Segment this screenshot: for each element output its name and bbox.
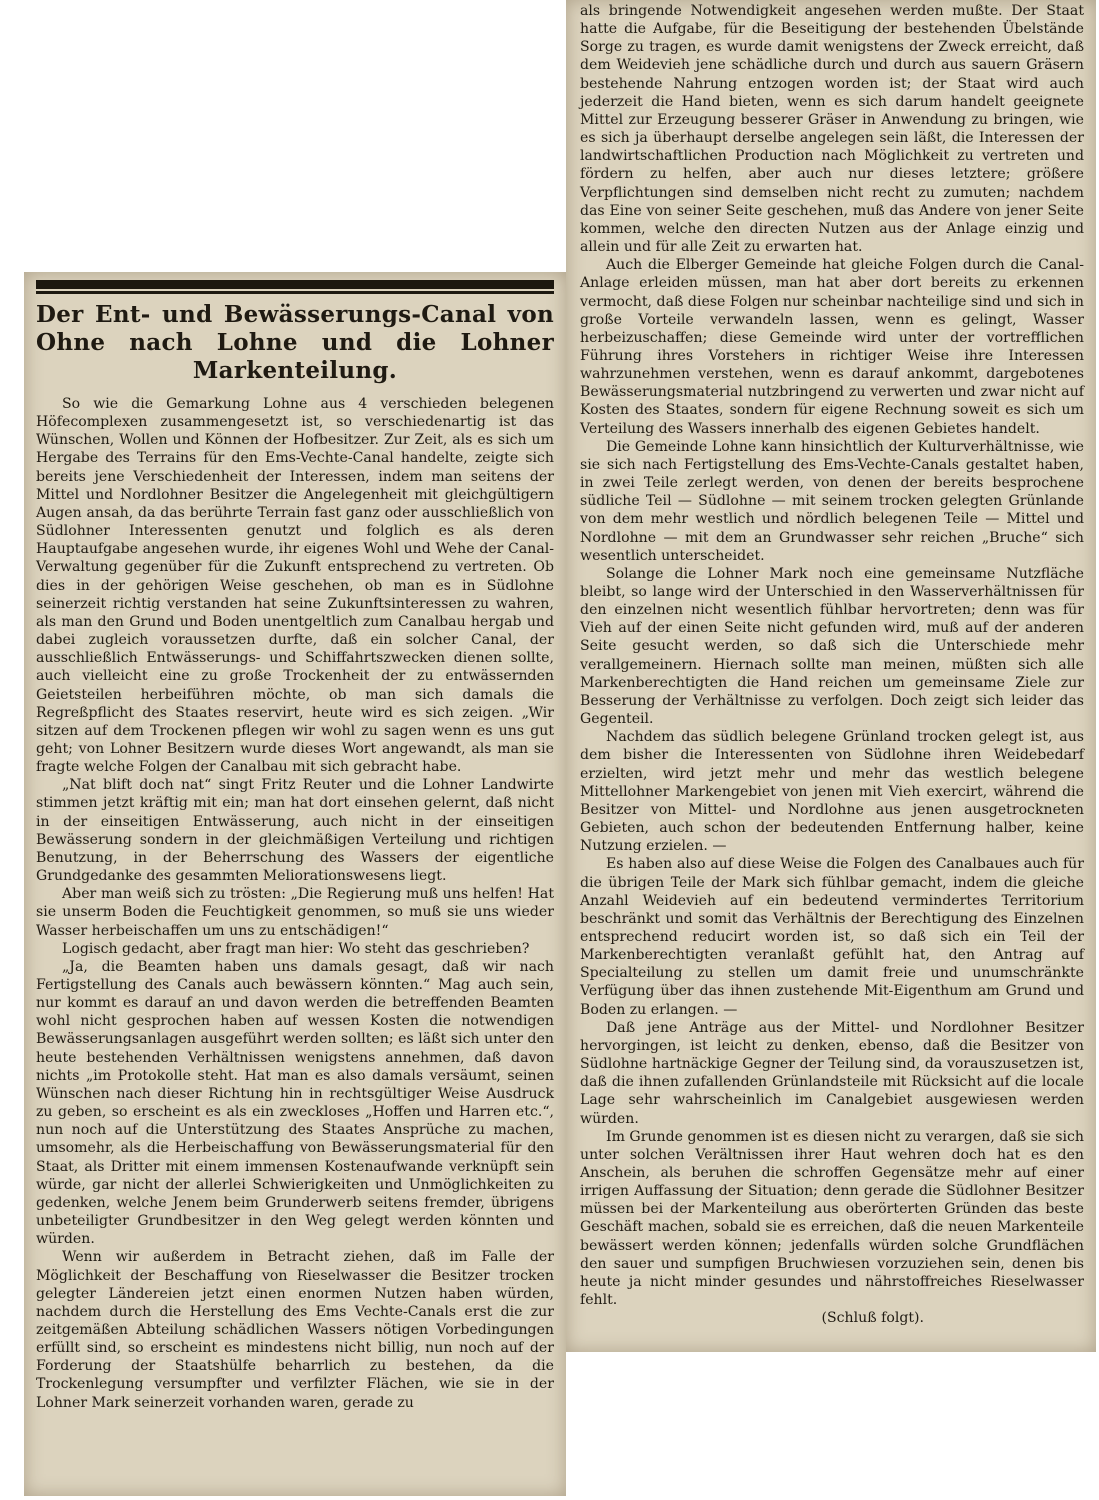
paragraph: So wie die Gemarkung Lohne aus 4 verschieden belegenen Höfecomplexen zusammengesetzt ist, so verschiedenartig ist das Wünschen, Wollen und Können der Hofbesitzer. Zur Zeit, als es sich um Hergabe des Terrains für den Ems-Vechte-Canal handelte, zeigte sich bereits jene Verschiedenheit der Interessen, indem man seitens der Mittel und Nordlohner Besitzer die Angelegenheit mit gleichgültigern Augen ansah, da das berührte Terrain fast ganz oder ausschließlich von Südlohner Interessenten genutzt und folglich es als deren Hauptaufgabe angesehen wurde, ihr eigenes Wohl und Wehe der Canal-Verwaltung gegenüber für die Zukunft entsprechend zu vertreten. Ob dies in der gehörigen Weise geschehen, ob man es in Südlohne seinerzeit richtig verstanden hat seine Zukunftsinteressen zu wahren, als man den Grund und Boden unentgeltlich zum Canalbau hergab und dabei zugleich voraussetzen durfte, daß ein solcher Canal, der ausschließlich Entwässerungs- und Schiffahrtszwecken dienen sollte, auch vielleicht eine zu große Trockenheit der zu entwässernden Geietsteilen herbeiführen möchte, ob man sich damals die Regreßpflicht des Staates reservirt, heute wird es sich zeigen. „Wir sitzen auf dem Trockenen pflegen wir wohl zu sagen wenn es uns gut geht; von Lohner Besitzern wurde dieses Wort angewandt, als man sie fragte welche Folgen der Canalbau mit sich gebracht habe. xyxy=(36,396,554,776)
paragraph: „Nat blift doch nat“ singt Fritz Reuter und die Lohner Landwirte stimmen jetzt kräftig mit ein; man hat dort einsehen gelernt, daß nicht in der einseitigen Entwässerung, auch nicht in der einseitigen Bewässerung sondern in der gleichmäßigen Verteilung und richtigen Benutzung, in der Beherrschung des Wassers der eigentliche Grundgedanke des gesammten Meliorationswesens liegt. xyxy=(36,777,554,885)
paragraph: Aber man weiß sich zu trösten: „Die Regierung muß uns helfen! Hat sie unserm Boden die Feuchtigkeit genommen, so muß sie uns wieder Wasser herbeischaffen um uns zu entschädigen!“ xyxy=(36,886,554,939)
paragraph: Auch die Elberger Gemeinde hat gleiche Folgen durch die Canal-Anlage erleiden müssen, man hat aber dort bereits zu erkennen vermocht, daß diese Folgen nur scheinbar nachteilige sind und sich in große Vorteile verwandeln lassen, wenn es gelingt, Wasser herbeizuschaffen; diese Gemeinde wird unter der vortrefflichen Führung ihres Vorstehers in richtiger Weise ihre Interessen wahrzunehmen verstehen, wenn es darauf ankommt, dargebotenes Bewässerungsmaterial nutzbringend zu verwerten und zwar nicht auf Kosten des Staates, sondern für eigene Rechnung soweit es sich um Verteilung des Wassers innerhalb des eigenen Gebietes handelt. xyxy=(580,257,1084,437)
header-rule xyxy=(36,280,554,291)
paragraph: Solange die Lohner Mark noch eine gemeinsame Nutzfläche bleibt, so lange wird der Unterschied in den Wasserverhältnissen für den einzelnen nicht wesentlich fühlbar hervortreten; denn was für Vieh auf der einen Seite nicht gefunden wird, muß auf der anderen Seite gesucht werden, so daß sich die Unterschiede mehr verallgemeinern. Hiernach sollte man meinen, müßten sich alle Markenberechtigten die Hand reichen um gemeinsame Ziele zur Besserung der Verhältnisse zu verfolgen. Doch zeigt sich leider das Gegenteil. xyxy=(580,565,1084,728)
paragraph: Wenn wir außerdem in Betracht ziehen, daß im Falle der Möglichkeit der Beschaffung von Rieselwasser die Besitzer trocken gelegter Ländereien jetzt einen enormen Nutzen haben würden, nachdem durch die Herstellung des Ems Vechte-Canals erst die zur zeitgemäßen Abteilung schädlichen Wassers nötigen Vorbedingungen erfüllt sind, so erscheint es mindestens nicht billig, nun noch auf der Forderung der Staatshülfe beharrlich zu bestehen, da die Trockenlegung versumpfter und verfilzter Flächen, wie sie in der Lohner Mark seinerzeit vorhanden waren, gerade zu xyxy=(36,1249,554,1411)
paragraph: Nachdem das südlich belegene Grünland trocken gelegt ist, aus dem bisher die Interessenten von Südlohne ihren Weidebedarf erzielten, wird jetzt mehr und mehr das westlich belegene Mittellohner Markengebiet von jenen mit Vieh exercirt, während die Besitzer von Mittel- und Nordlohne aus jenen ausgetrockneten Gebieten, auch schon der bedeutenden Entfernung halber, keine Nutzung erzielen. — xyxy=(580,729,1084,855)
article-title: Der Ent- und Bewässerungs-Canal von Ohne nach Lohne und die Lohner Markenteilung. xyxy=(36,301,554,384)
paragraph: „Ja, die Beamten haben uns damals gesagt, daß wir nach Fertigstellung des Canals auch bewässern könnten.“ Mag auch sein, nur kommt es darauf an und davon werden die betreffenden Beamten wohl nicht gesprochen haben auf wessen Kosten die notwendigen Bewässerungsanlagen ausgeführt werden sollten; es läßt sich unter den heute bestehenden Verhältnissen wenigstens annehmen, daß davon nichts „im Protokolle steht. Hat man es also damals versäumt, seinen Wünschen nach dieser Richtung hin in rechtsgültiger Weise Ausdruck zu geben, so erscheint es als ein zweckloses „Hoffen und Harren etc.“, nun noch auf die Unterstützung des Staates Ansprüche zu machen, umsomehr, als die Herbeischaffung von Bewässerungsmaterial für den Staat, als Dritter mit einem immensen Kostenaufwande verknüpft sein würde, gar nicht der allerlei Schwierigkeiten und Unmöglichkeiten zu gedenken, welche Jenem beim Grunderwerb seitens fremder, übrigens unbeteiligter Grundbesitzer in den Weg gelegt werden könnten und würden. xyxy=(36,958,554,1248)
paragraph: Daß jene Anträge aus der Mittel- und Nordlohner Besitzer hervorgingen, ist leicht zu denken, ebenso, daß die Besitzer von Südlohne hartnäckige Gegner der Teilung sind, da vorauszusetzen ist, daß die ihnen zufallenden Grünlandsteile mit Rücksicht auf die locale Lage sehr wahrscheinlich im Canalgebiet ausgewiesen werden würden. xyxy=(580,1019,1084,1127)
article-column-right xyxy=(566,0,1096,1352)
paragraph: als bringende Notwendigkeit angesehen werden mußte. Der Staat hatte die Aufgabe, für die Beseitigung der bestehenden Übelstände Sorge zu tragen, es wurde damit wenigstens der Zweck erreicht, daß dem Weidevieh jene schädliche durch und durch aus sauern Gräsern bestehende Nahrung entzogen worden ist; der Staat wird auch jederzeit die Hand bieten, wenn es sich darum handelt geeignete Mittel zur Erzeugung besserer Gräser in Anwendung zu bringen, wie es sich ja überhaupt derselbe angelegen sein läßt, die Interessen der landwirtschaftlichen Production nach Möglichkeit zu vertreten und fördern zu helfen, aber auch nur dieses letztere; größere Verpflichtungen sind demselben nicht recht zu zumuten; nachdem das Eine von seiner Seite geschehen, muß das Andere von jener Seite kommen, welche den directen Nutzen aus der Anlage einzig und allein und für alle Zeit zu erwarten hat. xyxy=(580,3,1084,256)
paragraph: Es haben also auf diese Weise die Folgen des Canalbaues auch für die übrigen Teile der Mark sich fühlbar gemacht, indem die gleiche Anzahl Weidevieh auf ein bedeutend vermindertes Territorium beschränkt und somit das Verhältnis der Berechtigung des Einzelnen entsprechend reducirt worden ist, so daß sich ein Teil der Markenberechtigten veranlaßt gefühlt hat, den Antrag auf Specialteilung zu stellen um damit freie und unumschränkte Verfügung über das ihnen zustehende Mit-Eigenthum am Grund und Boden zu erlangen. — xyxy=(580,856,1084,1018)
article-signoff: (Schluß folgt). xyxy=(821,1310,924,1327)
paragraph: Die Gemeinde Lohne kann hinsichtlich der Kulturverhältnisse, wie sie sich nach Fertigstellung des Ems-Vechte-Canals gestaltet haben, in zwei Teile zerlegt werden, von denen der bereits besprochene südliche Teil — Südlohne — mit seinem trocken gelegten Grünlande von dem mehr westlich und nördlich belegenen Teile — Mittel und Nordlohne — mit dem an Grundwasser sehr reichen „Bruche“ sich wesentlich unterscheidet. xyxy=(580,438,1084,564)
article-column-left xyxy=(24,272,566,1496)
paragraph: Logisch gedacht, aber fragt man hier: Wo steht das geschrieben? xyxy=(62,940,530,957)
paragraph: Im Grunde genommen ist es diesen nicht zu verargen, daß sie sich unter solchen Verältnissen ihrer Haut wehren doch hat es den Anschein, als beruhen die schroffen Gegensätze mehr auf einer irrigen Auffassung der Situation; denn gerade die Südlohner Besitzer müssen bei der Markenteilung aus oberörterten Gründen das beste Geschäft machen, sobald sie es erreichen, daß die neuen Markenteile bewässert werden können; jedenfalls würden solche Grundflächen den sauer und sumpfigen Bruchwiesen vorzuziehen sein, denen bis heute ja nicht minder gesundes und nährstoffreiches Rieselwasser fehlt. xyxy=(580,1128,1084,1309)
